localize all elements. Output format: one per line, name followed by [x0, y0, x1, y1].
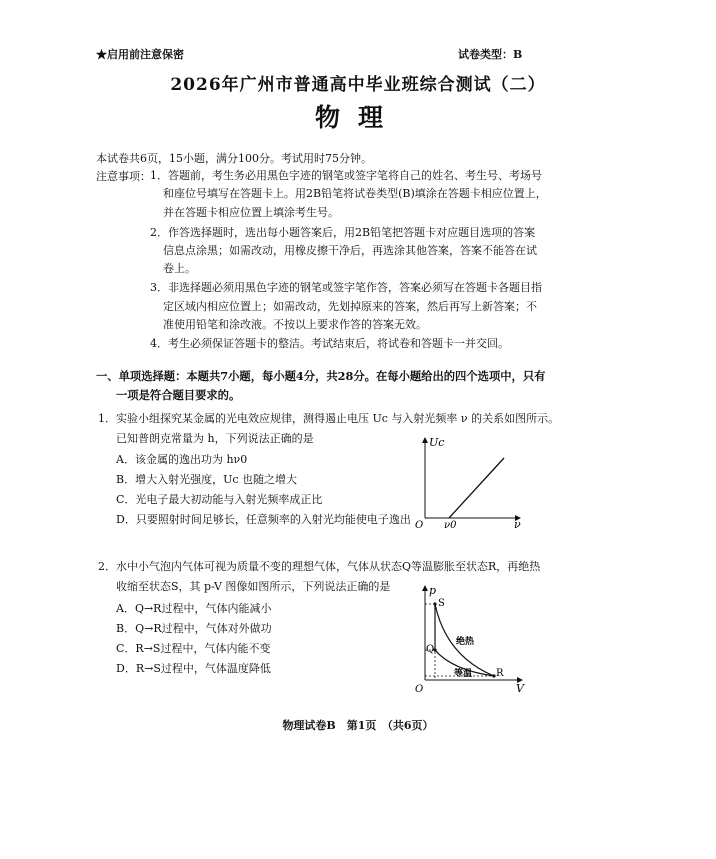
- paper-type: 试卷类型：B: [458, 48, 523, 61]
- q1-stem-line-1: 1．实验小组探究某金属的光电效应规律，测得遏止电压 Uc 与入射光频率 ν 的关系如图所示。: [98, 412, 560, 425]
- q1-graph: [412, 430, 532, 530]
- q1-option-c: C．光电子最大初动能与入射光频率成正比: [116, 493, 323, 506]
- q1-x-label: ν: [514, 518, 521, 530]
- q1-nu0-label: ν0: [444, 520, 457, 530]
- subject-title: 物理: [314, 103, 401, 132]
- q2-option-b: B．Q→R过程中，气体对外做功: [116, 622, 272, 635]
- note-2-line-1: 2．作答选择题时，选出每小题答案后，用2B铅笔把答题卡对应题目选项的答案: [150, 226, 536, 239]
- note-2-line-3: 卷上。: [163, 262, 196, 275]
- q1-option-d: D．只要照射时间足够长，任意频率的入射光均能使电子逸出: [116, 513, 411, 526]
- q2-option-a: A．Q→R过程中，气体内能减小: [116, 602, 272, 615]
- q2-point-s: [433, 602, 436, 605]
- q2-option-d: D．R→S过程中，气体温度降低: [116, 662, 271, 675]
- q2-s-label: S: [438, 598, 445, 609]
- note-1-line-2: 和座位号填写在答题卡上。用2B铅笔将试卷类型(B)填涂在答题卡相应位置上，: [163, 187, 547, 200]
- q1-stem-line-2: 已知普朗克常量为 h，下列说法正确的是: [116, 432, 314, 445]
- q1-option-a: A．该金属的逸出功为 hν0: [116, 453, 248, 466]
- note-3-line-2: 定区域内相应位置上；如需改动，先划掉原来的答案，然后再写上新答案；不: [163, 300, 537, 313]
- q1-y-label: Uc: [429, 436, 445, 449]
- q2-x-label: V: [516, 682, 524, 695]
- note-4-line-1: 4．考生必须保证答题卡的整洁。考试结束后，将试卷和答题卡一并交回。: [150, 337, 509, 350]
- exam-title: 2026年广州市普通高中毕业班综合测试（二）: [170, 75, 546, 95]
- q2-origin: O: [415, 684, 424, 695]
- exam-intro: 本试卷共6页，15小题，满分100分。考试用时75分钟。: [96, 152, 372, 165]
- q2-q-label: Q: [426, 644, 435, 655]
- note-1-line-3: 并在答题卡相应位置上填涂考生号。: [163, 206, 339, 219]
- note-2-line-2: 信息点涂黑；如需改动，用橡皮擦干净后，再选涂其他答案，答案不能答在试: [163, 244, 537, 257]
- note-1-line-1: 1．答题前，考生务必用黑色字迹的钢笔或签字笔将自己的姓名、考生号、考场号: [150, 169, 542, 182]
- section-1-heading: 一、单项选择题：本题共7小题，每小题4分，共28分。在每小题给出的四个选项中，只有: [96, 369, 546, 383]
- q1-line: [449, 458, 504, 518]
- section-1-heading-cont: 一项是符合题目要求的。: [116, 388, 241, 402]
- note-3-line-1: 3．非选择题必须用黑色字迹的钢笔或签字笔作答，答案必须写在答题卡各题目指: [150, 281, 542, 294]
- note-3-line-3: 准使用铅笔和涂改液。不按以上要求作答的答案无效。: [163, 318, 427, 331]
- q2-y-label: p: [429, 584, 437, 597]
- q2-r-label: R: [496, 668, 504, 679]
- page-footer: 物理试卷B 第1页 （共6页）: [282, 719, 434, 732]
- q1-option-b: B．增大入射光强度，Uc 也随之增大: [116, 473, 298, 486]
- q1-origin: O: [415, 520, 424, 530]
- notes-label: 注意事项：: [96, 170, 151, 183]
- q2-graph: [412, 578, 532, 698]
- q2-adiabatic-label: 绝热: [456, 637, 475, 647]
- q2-stem-line-1: 2．水中小气泡内气体可视为质量不变的理想气体，气体从状态Q等温膨胀至状态R，再绝热: [98, 560, 541, 573]
- q2-isothermal-label: 等温: [454, 669, 473, 679]
- confidential-mark: ★启用前注意保密: [96, 48, 184, 61]
- q2-option-c: C．R→S过程中，气体内能不变: [116, 642, 271, 655]
- q2-stem-line-2: 收缩至状态S，其 p-V 图像如图所示，下列说法正确的是: [116, 580, 391, 593]
